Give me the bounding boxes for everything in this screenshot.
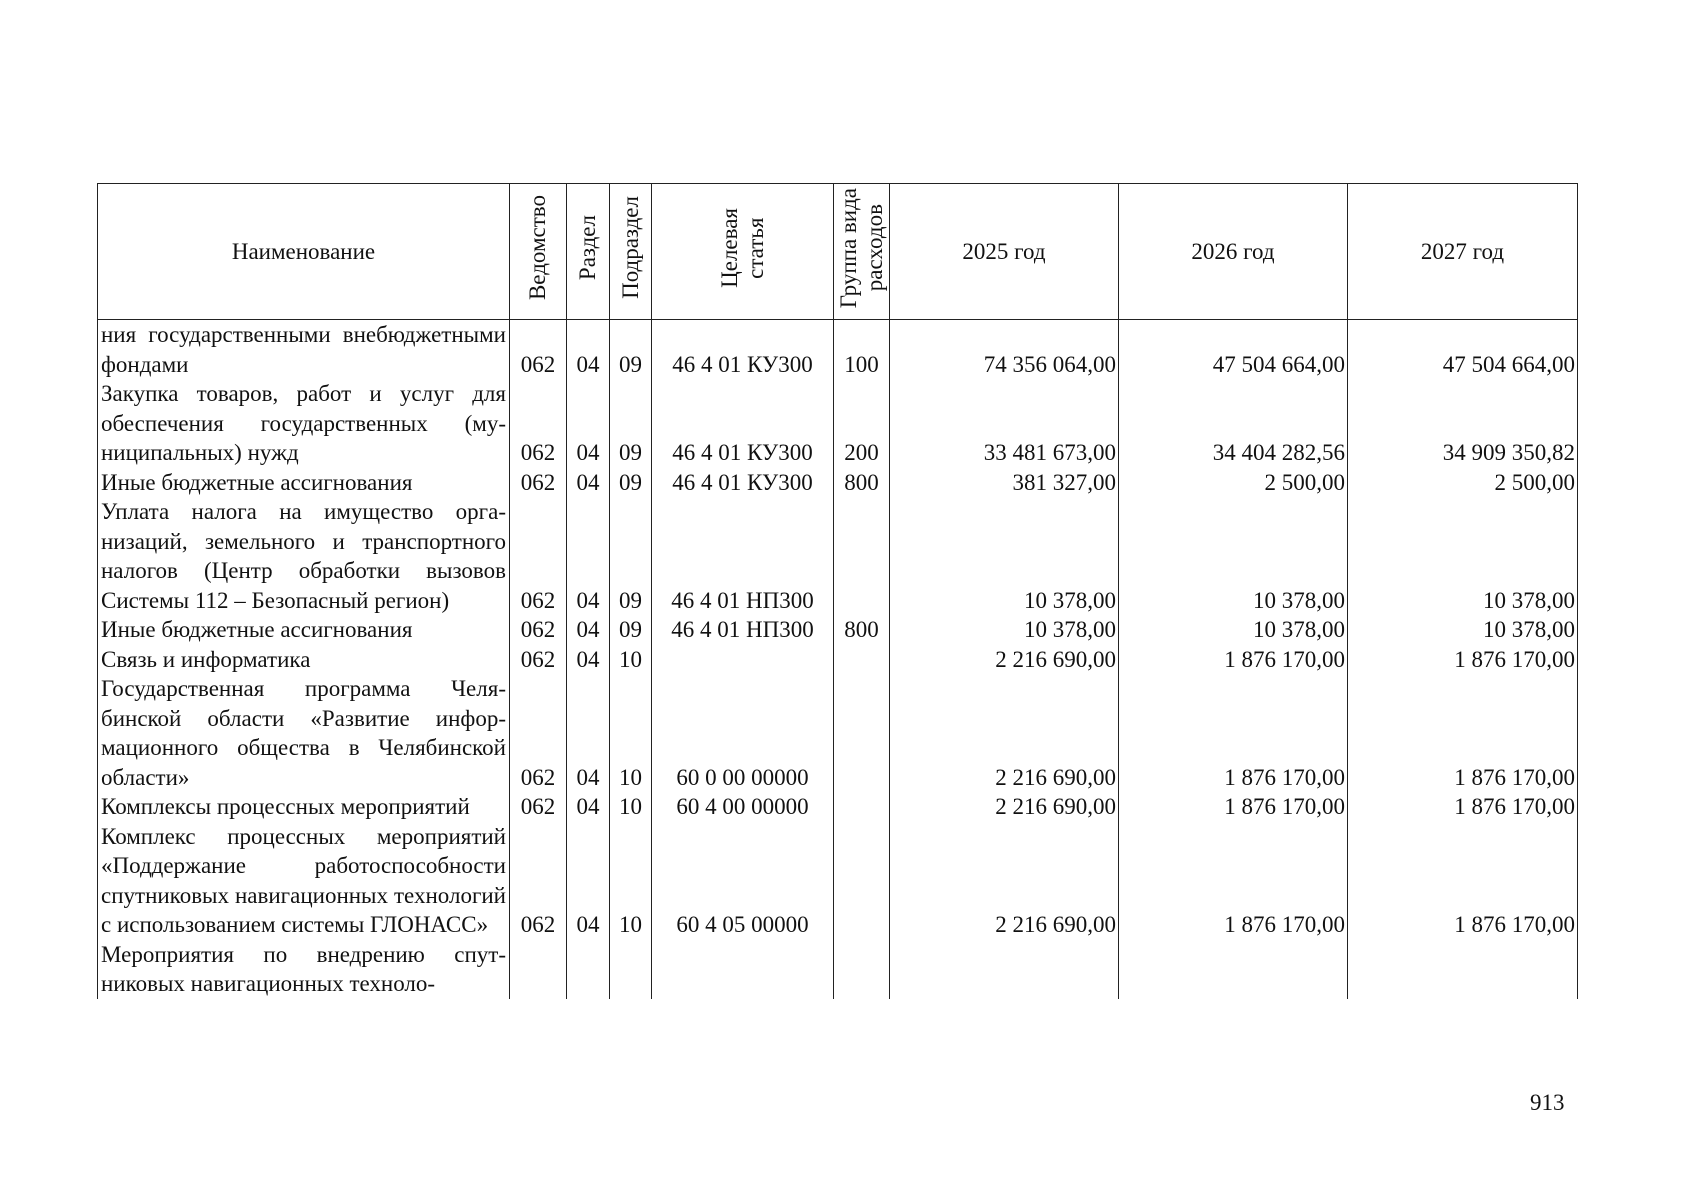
cell-podrazdel: 09 [610, 497, 652, 615]
header-gruppa-line2: расходов [861, 204, 887, 292]
cell-2027: 1 876 170,00 [1348, 822, 1578, 940]
cell-2027: 34 909 350,82 [1348, 379, 1578, 468]
cell-2026: 2 500,00 [1119, 468, 1348, 498]
page-number: 913 [1530, 1090, 1565, 1115]
cell-razdel: 04 [567, 645, 610, 675]
cell-2025: 2 216 690,00 [890, 822, 1119, 940]
cell-name: Мероприятия по внедрению спутниковых навигационных техноло- [98, 940, 510, 999]
header-gruppa-line1: Группа вида [835, 187, 861, 308]
cell-razdel: 04 [567, 379, 610, 468]
cell-razdel: 04 [567, 674, 610, 792]
table-row [98, 674, 1578, 792]
cell-name: Комплекс процессных мероприятий «Поддержание работоспособности спутниковых навигационных технологий с использованием системы ГЛОНАСС» [98, 822, 510, 940]
cell-2026: 1 876 170,00 [1119, 822, 1348, 940]
header-name: Наименование [98, 184, 510, 320]
cell-2025: 10 378,00 [890, 615, 1119, 645]
cell-celevaya-statya: 46 4 01 КУ300 [652, 320, 834, 380]
cell-vedomstvo: 062 [510, 468, 567, 498]
cell-vedomstvo: 062 [510, 645, 567, 675]
cell-gruppa [834, 940, 890, 999]
cell-podrazdel: 09 [610, 379, 652, 468]
cell-razdel: 04 [567, 792, 610, 822]
cell-razdel: 04 [567, 497, 610, 615]
header-2025: 2025 год [890, 184, 1119, 320]
cell-celevaya-statya [652, 940, 834, 999]
table-row [98, 645, 1578, 675]
table-body [98, 320, 1578, 999]
table-row [98, 379, 1578, 468]
cell-name: Иные бюджетные ассигнования [98, 615, 510, 645]
cell-2025: 10 378,00 [890, 497, 1119, 615]
cell-razdel [567, 940, 610, 999]
cell-celevaya-statya [652, 645, 834, 675]
cell-gruppa: 800 [834, 468, 890, 498]
header-celevaya-line2: статья [742, 217, 768, 279]
cell-podrazdel: 10 [610, 674, 652, 792]
table-row [98, 320, 1578, 380]
budget-table [97, 183, 1578, 999]
cell-2026 [1119, 940, 1348, 999]
table-row [98, 615, 1578, 645]
cell-name: Государственная программа Челябинской области «Развитие информационного общества в Челябинской области» [98, 674, 510, 792]
table-row [98, 497, 1578, 615]
header-2027: 2027 год [1348, 184, 1578, 320]
cell-celevaya-statya: 60 4 00 00000 [652, 792, 834, 822]
header-celevaya-statya [652, 184, 834, 320]
cell-2027: 1 876 170,00 [1348, 674, 1578, 792]
cell-gruppa [834, 645, 890, 675]
cell-2027: 2 500,00 [1348, 468, 1578, 498]
cell-2027: 47 504 664,00 [1348, 320, 1578, 380]
cell-vedomstvo: 062 [510, 320, 567, 380]
header-gruppa-vida-rashodov [834, 184, 890, 320]
cell-vedomstvo: 062 [510, 497, 567, 615]
table-row [98, 822, 1578, 940]
cell-name: Иные бюджетные ассигнования [98, 468, 510, 498]
cell-vedomstvo [510, 940, 567, 999]
cell-2026: 1 876 170,00 [1119, 792, 1348, 822]
cell-2027: 1 876 170,00 [1348, 792, 1578, 822]
cell-2027: 10 378,00 [1348, 497, 1578, 615]
cell-podrazdel: 10 [610, 822, 652, 940]
cell-name: Комплексы процессных мероприятий [98, 792, 510, 822]
cell-2026: 1 876 170,00 [1119, 674, 1348, 792]
header-podrazdel: Подраздел [610, 184, 652, 320]
cell-2026: 10 378,00 [1119, 497, 1348, 615]
cell-2025: 74 356 064,00 [890, 320, 1119, 380]
header-razdel: Раздел [567, 184, 610, 320]
cell-razdel: 04 [567, 615, 610, 645]
cell-razdel: 04 [567, 320, 610, 380]
cell-name: Связь и информатика [98, 645, 510, 675]
cell-vedomstvo: 062 [510, 615, 567, 645]
cell-2026: 47 504 664,00 [1119, 320, 1348, 380]
cell-podrazdel: 09 [610, 320, 652, 380]
table-header [98, 184, 1578, 320]
cell-podrazdel: 10 [610, 792, 652, 822]
cell-razdel: 04 [567, 822, 610, 940]
cell-2025: 2 216 690,00 [890, 674, 1119, 792]
cell-podrazdel [610, 940, 652, 999]
cell-2025 [890, 940, 1119, 999]
cell-vedomstvo: 062 [510, 822, 567, 940]
table-row [98, 468, 1578, 498]
cell-2025: 2 216 690,00 [890, 792, 1119, 822]
cell-2027: 10 378,00 [1348, 615, 1578, 645]
cell-vedomstvo: 062 [510, 674, 567, 792]
cell-2026: 10 378,00 [1119, 615, 1348, 645]
cell-gruppa: 100 [834, 320, 890, 380]
cell-celevaya-statya: 46 4 01 КУ300 [652, 468, 834, 498]
cell-2025: 2 216 690,00 [890, 645, 1119, 675]
cell-2027 [1348, 940, 1578, 999]
cell-podrazdel: 09 [610, 615, 652, 645]
cell-celevaya-statya: 60 0 00 00000 [652, 674, 834, 792]
cell-vedomstvo: 062 [510, 792, 567, 822]
cell-2027: 1 876 170,00 [1348, 645, 1578, 675]
cell-gruppa [834, 674, 890, 792]
header-2026: 2026 год [1119, 184, 1348, 320]
cell-name: Уплата налога на имущество организаций, земельного и транспортного налогов (Центр обработки вызовов Системы 112 – Безопасный регион) [98, 497, 510, 615]
header-celevaya-line1: Целевая [716, 207, 742, 288]
cell-name: ния государственными внебюджетными фондами [98, 320, 510, 380]
cell-celevaya-statya: 46 4 01 КУ300 [652, 379, 834, 468]
cell-2026: 1 876 170,00 [1119, 645, 1348, 675]
cell-celevaya-statya: 46 4 01 НП300 [652, 497, 834, 615]
cell-gruppa [834, 497, 890, 615]
cell-vedomstvo: 062 [510, 379, 567, 468]
cell-gruppa: 200 [834, 379, 890, 468]
header-vedomstvo: Ведомство [510, 184, 567, 320]
cell-podrazdel: 09 [610, 468, 652, 498]
cell-gruppa: 800 [834, 615, 890, 645]
cell-podrazdel: 10 [610, 645, 652, 675]
cell-gruppa [834, 822, 890, 940]
cell-2026: 34 404 282,56 [1119, 379, 1348, 468]
cell-gruppa [834, 792, 890, 822]
cell-2025: 381 327,00 [890, 468, 1119, 498]
cell-name: Закупка товаров, работ и услуг для обеспечения государственных (муниципальных) нужд [98, 379, 510, 468]
cell-razdel: 04 [567, 468, 610, 498]
table-row [98, 940, 1578, 999]
cell-2025: 33 481 673,00 [890, 379, 1119, 468]
cell-celevaya-statya: 46 4 01 НП300 [652, 615, 834, 645]
cell-celevaya-statya: 60 4 05 00000 [652, 822, 834, 940]
table-row [98, 792, 1578, 822]
